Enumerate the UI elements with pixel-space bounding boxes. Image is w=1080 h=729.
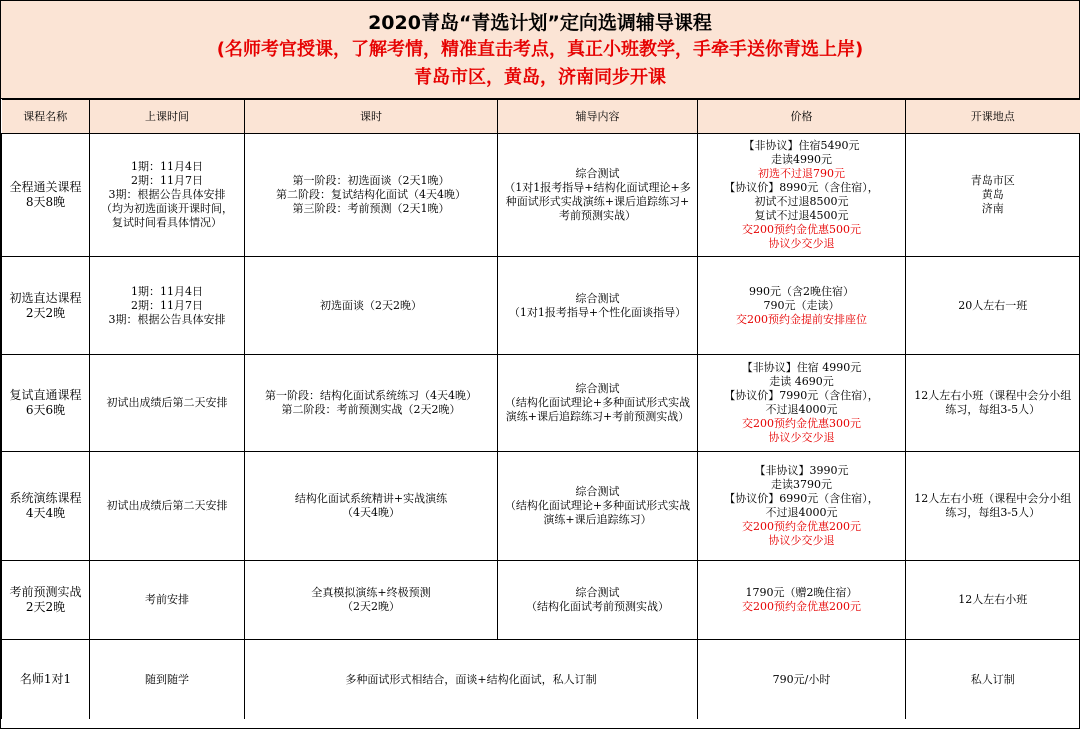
price-promo-line: 协议少交少退 [768, 237, 835, 250]
location-cell-line: 私人订制 [970, 672, 1015, 686]
location-cell-line: 20人左右一班 [958, 298, 1028, 312]
price-line: 【非协议】3990元 [754, 464, 849, 477]
hours-cell-line: （4天4晚） [342, 506, 400, 519]
table-row [2, 134, 1080, 257]
class-time-cell-line: 2期：11月7日 [131, 298, 203, 312]
hours-cell-line: 初选面谈（2天2晚） [320, 298, 422, 312]
price-cell [698, 452, 906, 561]
content-cell-line: 演练+课后追踪练习） [543, 513, 652, 526]
header-location: 开课地点 [906, 100, 1080, 134]
course-name-cell-line: 考前预测实战 [9, 585, 82, 599]
content-cell [498, 452, 698, 561]
price-promo-line: 交200预约金优惠300元 [742, 417, 861, 430]
location-cell [906, 561, 1080, 640]
table-row [2, 640, 1080, 720]
price-cell [698, 640, 906, 720]
price-line: 走读 4690元 [769, 375, 834, 388]
content-cell-line: （1对1报考指导+结构化面试理论+多 [504, 181, 691, 194]
banner-locations: 青岛市区，黄岛，济南同步开课 [414, 67, 666, 88]
content-cell-line: 演练+课后追踪练习+考前预测实战） [505, 410, 690, 423]
table-row [2, 355, 1080, 452]
class-time-cell [90, 452, 245, 561]
content-cell [498, 355, 698, 452]
content-cell-line: 综合测试 [575, 485, 620, 498]
content-cell-line: （1对1报考指导+个性化面谈指导） [508, 305, 687, 319]
price-cell [698, 134, 906, 257]
price-line: 不过退4000元 [765, 506, 838, 519]
content-cell-line: 综合测试 [575, 382, 620, 395]
table-row [2, 561, 1080, 640]
banner-title: 2020青岛“青选计划”定向选调辅导课程 [368, 12, 712, 34]
hours-cell [245, 257, 498, 355]
hours-cell [245, 355, 498, 452]
hours-cell-line: （2天2晚） [342, 600, 400, 613]
price-promo-line: 交200预约金优惠200元 [742, 520, 861, 533]
class-time-cell [90, 355, 245, 452]
price-line: 1790元（赠2晚住宿） [745, 586, 858, 599]
banner [1, 1, 1079, 99]
content-cell [498, 257, 698, 355]
class-time-cell-line: 1期：11月4日 [131, 284, 203, 298]
price-promo-line: 初选不过退790元 [758, 167, 845, 180]
location-cell-line: 练习，每组3-5人） [945, 506, 1041, 519]
location-cell [906, 257, 1080, 355]
header-content: 辅导内容 [498, 100, 698, 134]
course-name-cell [2, 257, 90, 355]
content-cell-line: 种面试形式实战演练+课后追踪练习+ [505, 195, 690, 208]
price-line: 【协议价】8990元（含住宿）， [724, 181, 879, 194]
content-cell-line: （结构化面试理论+多种面试形式实战 [504, 396, 691, 409]
class-time-cell [90, 257, 245, 355]
class-time-cell-line: 3期：根据公告具体安排 [108, 188, 226, 201]
location-cell [906, 452, 1080, 561]
hours-cell [245, 561, 498, 640]
course-name-cell-line: 8天8晚 [25, 195, 66, 209]
price-cell [698, 257, 906, 355]
price-promo-line: 协议少交少退 [768, 534, 835, 547]
course-name-cell-line: 初选直达课程 [9, 290, 82, 305]
course-name-cell [2, 355, 90, 452]
course-name-cell-line: 系统演练课程 [9, 491, 82, 505]
location-cell [906, 134, 1080, 257]
price-line: 走读4990元 [771, 153, 832, 166]
hours-cell-line: 全真模拟演练+终极预测 [311, 586, 431, 599]
course-name-cell [2, 134, 90, 257]
price-line: 复试不过退4500元 [754, 209, 849, 222]
hours-cell-line: 第二阶段：考前预测实战（2天2晚） [281, 403, 461, 416]
price-line: 不过退4000元 [765, 403, 838, 416]
header-hours: 课时 [245, 100, 498, 134]
price-promo-line: 协议少交少退 [768, 431, 835, 444]
price-line: 790元/小时 [772, 672, 831, 686]
hours-cell [245, 452, 498, 561]
class-time-cell-line: 2期：11月7日 [131, 174, 203, 187]
header-course-name: 课程名称 [2, 100, 90, 134]
banner-subtitle: (名师考官授课，了解考情，精准直击考点，真正小班教学，手牵手送你青选上岸) [216, 39, 864, 60]
course-name-cell [2, 561, 90, 640]
hours-cell-line: 第一阶段：初选面谈（2天1晚） [292, 174, 450, 187]
class-time-cell-line: 考前安排 [145, 593, 189, 606]
location-cell-line: 12人左右小班（课程中会分小组 [914, 492, 1072, 505]
price-cell [698, 561, 906, 640]
course-name-cell [2, 452, 90, 561]
price-line: 初试不过退8500元 [754, 195, 849, 208]
content-cell-line: 综合测试 [575, 291, 620, 305]
header-class-time: 上课时间 [90, 100, 245, 134]
content-cell-line: 考前预测实战） [559, 209, 636, 222]
hours-cell-line: 第二阶段：复试结构化面试（4天4晚） [276, 188, 466, 201]
class-time-cell-line: 随到随学 [145, 672, 189, 686]
course-name-cell [2, 640, 90, 720]
header-price: 价格 [698, 100, 906, 134]
location-cell [906, 355, 1080, 452]
price-line: 【非协议】住宿5490元 [743, 139, 860, 152]
price-promo-line: 交200预约金优惠200元 [742, 600, 861, 613]
course-name-cell-line: 2天2晚 [25, 600, 66, 614]
content-cell-line: （结构化面试理论+多种面试形式实战 [504, 499, 691, 512]
location-cell-line: 济南 [981, 202, 1004, 215]
course-name-cell-line: 复试直通课程 [9, 388, 82, 402]
class-time-cell-line: 复试时间看具体情况） [112, 216, 222, 229]
course-name-cell-line: 4天4晚 [25, 506, 66, 520]
content-cell [498, 561, 698, 640]
price-line: 【协议价】7990元（含住宿）， [724, 389, 879, 402]
header-row [2, 100, 1080, 134]
course-name-cell-line: 2天2晚 [25, 305, 66, 320]
location-cell [906, 640, 1080, 720]
class-time-cell-line: 1期：11月4日 [131, 160, 203, 173]
price-line: 【协议价】6990元（含住宿）， [724, 492, 879, 505]
price-promo-line: 交200预约金提前安排座位 [736, 312, 867, 326]
table-row [2, 452, 1080, 561]
class-time-cell-line: 初试出成绩后第二天安排 [106, 499, 228, 512]
hours-cell-line: 第三阶段：考前预测（2天1晚） [292, 202, 450, 215]
content-cell [498, 134, 698, 257]
price-line: 走读3790元 [771, 478, 832, 491]
location-cell-line: 黄岛 [981, 188, 1004, 201]
location-cell-line: 青岛市区 [970, 174, 1015, 187]
course-name-cell-line: 全程通关课程 [9, 180, 82, 194]
class-time-cell-line: 初试出成绩后第二天安排 [106, 396, 228, 409]
content-cell-line: 综合测试 [575, 586, 620, 599]
class-time-cell [90, 640, 245, 720]
content-cell-line: （结构化面试考前预测实战） [526, 600, 669, 613]
class-time-cell [90, 561, 245, 640]
hours-cell-line: 结构化面试系统精讲+实战演练 [294, 492, 448, 505]
course-table [1, 99, 1080, 719]
hours-cell-line: 第一阶段：结构化面试系统练习（4天4晚） [265, 389, 477, 402]
class-time-cell [90, 134, 245, 257]
content-cell-line: 综合测试 [575, 167, 620, 180]
price-line: 【非协议】住宿 4990元 [741, 361, 862, 374]
price-promo-line: 交200预约金优惠500元 [742, 223, 861, 236]
hours-cell [245, 134, 498, 257]
course-name-cell-line: 名师1对1 [19, 672, 72, 686]
location-cell-line: 练习，每组3-5人） [945, 403, 1041, 416]
location-cell-line: 12人左右小班 [958, 593, 1028, 606]
price-line: 790元（走读） [763, 298, 840, 312]
hours-content-merged-cell: 多种面试形式相结合，面谈+结构化面试，私人订制 [245, 640, 698, 720]
location-cell-line: 12人左右小班（课程中会分小组 [914, 389, 1072, 402]
price-cell [698, 355, 906, 452]
class-time-cell-line: 3期：根据公告具体安排 [108, 312, 226, 326]
class-time-cell-line: （均为初选面谈开课时间， [101, 202, 233, 215]
course-name-cell-line: 6天6晚 [25, 403, 66, 417]
price-line: 990元（含2晚住宿） [749, 284, 854, 298]
table-row [2, 257, 1080, 355]
